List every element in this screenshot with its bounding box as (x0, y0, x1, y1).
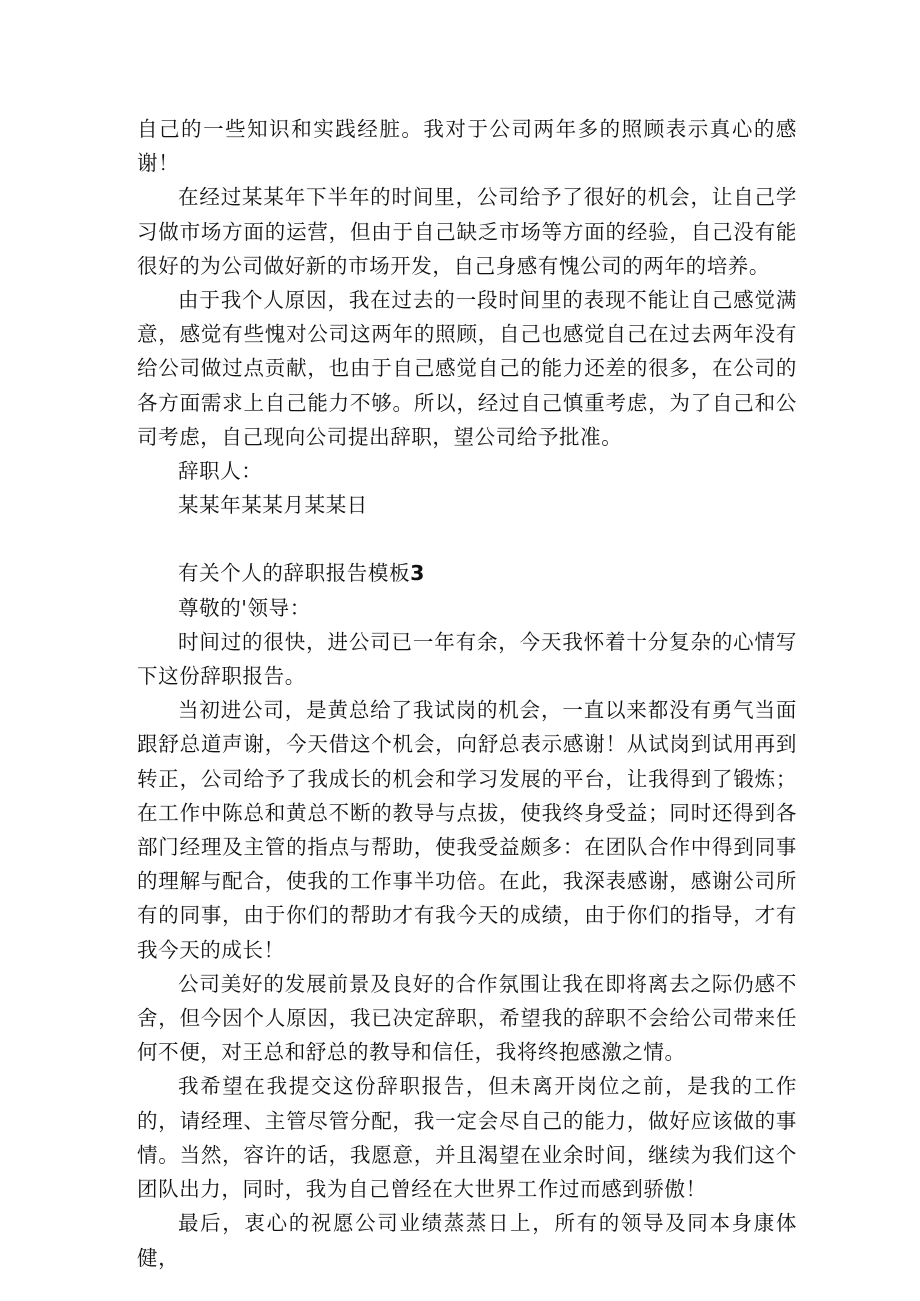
paragraph-1: 自己的一些知识和实践经脏。我对于公司两年多的照顾表示真心的感谢！ (137, 117, 797, 176)
paragraph-5: 当初进公司，是黄总给了我试岗的机会，一直以来都没有勇气当面跟舒总道声谢，今天借这个机会，向舒总表示感谢！从试岗到试用再到转正，公司给予了我成长的机会和学习发展的平台，让我得到了锻炼；在工作中陈总和黄总不断的教导与点拔，使我终身受益；同时还得到各部门经理及主管的指点与帮助，使我受益颇多：在团队合作中得到同事的理解与配合，使我的工作事半功倍。在此，我深表感谢，感谢公司所有的同事，由于你们的帮助才有我今天的成绩，由于你们的指导，才有我今天的成长！ (137, 698, 797, 962)
section-gap (137, 522, 797, 556)
signer-label: 辞职人： (178, 459, 263, 484)
date-line: 某某年某某月某某日 (178, 493, 368, 518)
salutation: 尊敬的'领导： (178, 595, 311, 620)
section-heading-text: 有关个人的辞职报告模板 (178, 561, 411, 586)
paragraph-2: 在经过某某年下半年的时间里，公司给予了很好的机会，让自己学习做市场方面的运营，但由于自己缺乏市场等方面的经验，自己没有能很好的为公司做好新的市场开发，自己身感有愧公司的两年的培养。 (137, 185, 797, 278)
section-heading-number: 3 (410, 561, 425, 586)
paragraph-7: 我希望在我提交这份辞职报告，但未离开岗位之前，是我的工作的，请经理、主管尽管分配，我一定会尽自己的能力，做好应该做的事情。当然，容许的话，我愿意，并且渴望在业余时间，继续为我们这个团队出力，同时，我为自己曾经在大世界工作过而感到骄傲！ (137, 1074, 797, 1202)
paragraph-4: 时间过的很快，进公司已一年有余，今天我怀着十分复杂的心情写下这份辞职报告。 (137, 629, 797, 689)
paragraph-8: 最后，衷心的祝愿公司业绩蒸蒸日上，所有的领导及同本身康体健， (137, 1211, 797, 1270)
document-body (137, 112, 797, 1275)
paragraph-6: 公司美好的发展前景及良好的合作氛围让我在即将离去之际仍感不舍，但今因个人原因，我已决定辞职，希望我的辞职不会给公司带来任何不便，对王总和舒总的教导和信任，我将终抱感激之情。 (137, 971, 797, 1065)
section-heading (137, 556, 797, 590)
paragraph-3: 由于我个人原因，我在过去的一段时间里的表现不能让自己感觉满意，感觉有些愧对公司这两年的照顾，自己也感觉自己在过去两年没有给公司做过点贡献，也由于自己感觉自己的能力还差的很多，在公司的各方面需求上自己能力不够。所以，经过自己慎重考虑，为了自己和公司考虑，自己现向公司提出辞职，望公司给予批准。 (137, 288, 797, 449)
